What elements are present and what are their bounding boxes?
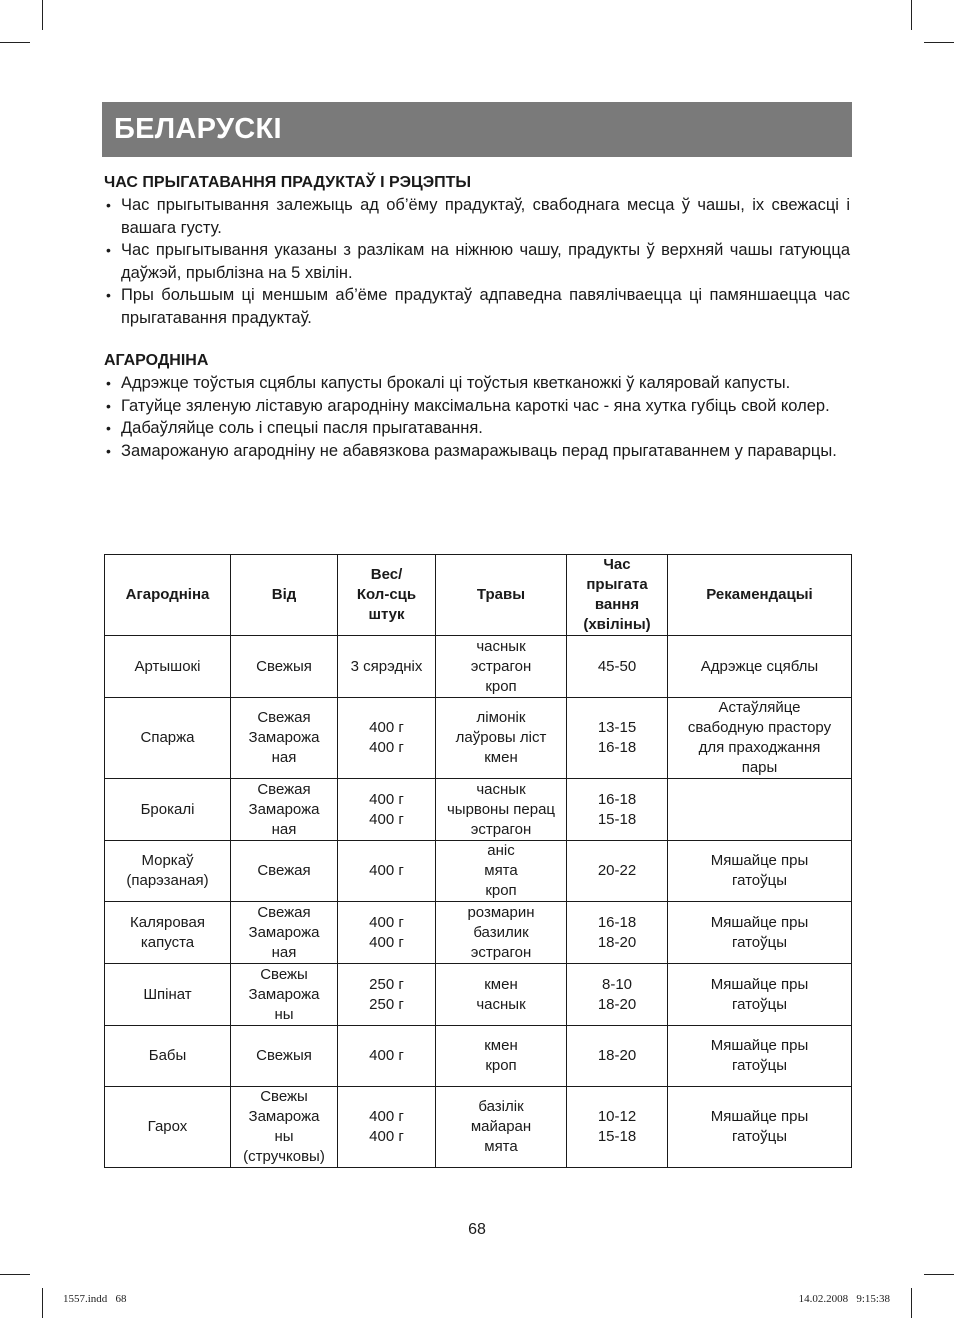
column-header: Вес/ Кол-сць штук: [338, 555, 436, 636]
crop-mark: [924, 42, 954, 43]
table-cell: Свежы Замарожа ны (стручковы): [231, 1087, 338, 1168]
table-cell: Мяшайце пры гатоўцы: [668, 902, 852, 964]
section-title: ЧАС ПРЫГАТАВАННЯ ПРАДУКТАЎ І РЭЦЭПТЫ: [104, 174, 472, 191]
table-cell: Свежая Замарожа ная: [231, 902, 338, 964]
table-cell: 400 г 400 г: [338, 902, 436, 964]
crop-mark: [0, 1274, 30, 1275]
table-cell: Мяшайце пры гатоўцы: [668, 964, 852, 1026]
column-header: Рекамендацыі: [668, 555, 852, 636]
table-cell: Свежая: [231, 841, 338, 902]
table-cell: 400 г: [338, 1026, 436, 1087]
table-cell: 8-10 18-20: [567, 964, 668, 1026]
table-cell: кмен часнык: [436, 964, 567, 1026]
list-item: • Гатуйце зяленую ліставую агародніну максімальна кароткі час - яна хутка губіць свой колер.: [104, 395, 850, 418]
table-cell: Спаржа: [105, 698, 231, 779]
print-timestamp: 14.02.2008 9:15:38: [798, 1293, 890, 1305]
bullet-icon: •: [106, 287, 111, 303]
table-cell: часнык эстрагон кроп: [436, 636, 567, 698]
table-cell: базілік майаран мята: [436, 1087, 567, 1168]
crop-mark: [924, 1274, 954, 1275]
table-cell: 18-20: [567, 1026, 668, 1087]
bullet-list: [104, 194, 850, 329]
list-item: • Адрэжце тоўстыя сцяблы капусты брокалі ці тоўстыя кветканожкі ў каляровай капусты.: [104, 372, 850, 395]
table-cell: Свежая Замарожа ная: [231, 698, 338, 779]
column-header: Агародніна: [105, 555, 231, 636]
table-cell: лімонік лаўровы ліст кмен: [436, 698, 567, 779]
table-cell: аніс мята кроп: [436, 841, 567, 902]
table-cell: Свежая Замарожа ная: [231, 779, 338, 841]
column-header: Від: [231, 555, 338, 636]
bullet-icon: •: [106, 397, 111, 414]
bullet-icon: •: [106, 375, 111, 391]
table-cell: Астаўляйце свабодную прастору для праходжання пары: [668, 698, 852, 779]
table-row: [105, 779, 852, 841]
table-cell: 13-15 16-18: [567, 698, 668, 779]
table-cell: 16-18 18-20: [567, 902, 668, 964]
table-cell: Свежыя: [231, 1026, 338, 1087]
list-item: • Пры большым ці меншым аб’ёме прадуктаў адпаведна павялічваецца ці памяншаецца час прыгатавання прадуктаў.: [106, 286, 850, 327]
language-banner: [102, 102, 852, 157]
table-cell: 400 г 400 г: [338, 1087, 436, 1168]
table-cell: [668, 779, 852, 841]
list-item: • Замарожаную агародніну не абавязкова размаражываць перад прыгатаваннем у параварцы.: [104, 440, 850, 463]
table-cell: Мяшайце пры гатоўцы: [668, 841, 852, 902]
table-cell: часнык чырвоны перац эстрагон: [436, 779, 567, 841]
table-cell: 20-22: [567, 841, 668, 902]
list-item: • Час прыгытывання залежыць ад об’ёму прадуктаў, свабоднага месца ў чашы, іх свежасці і вашага густу.: [106, 196, 850, 237]
table-cell: 16-18 15-18: [567, 779, 668, 841]
table-row: [105, 1087, 852, 1168]
table-cell: кмен кроп: [436, 1026, 567, 1087]
table-cell: Гарох: [105, 1087, 231, 1168]
table-cell: Свежы Замарожа ны: [231, 964, 338, 1026]
list-item: • Час прыгытывання указаны з разлікам на ніжнюю чашу, прадукты ў верхняй чашы гатуюцца даўжэй, прыблізна на 5 хвілін.: [106, 241, 850, 282]
table-cell: Каляровая капуста: [105, 902, 231, 964]
crop-mark: [42, 0, 43, 30]
crop-mark: [0, 42, 30, 43]
table-cell: 400 г 400 г: [338, 779, 436, 841]
bullet-icon: •: [106, 197, 111, 213]
bullet-icon: •: [106, 442, 111, 459]
page-title: БЕЛАРУСКІ: [114, 113, 282, 145]
table-cell: 3 сярэдніх: [338, 636, 436, 698]
table-cell: Шпінат: [105, 964, 231, 1026]
bullet-icon: •: [106, 242, 111, 258]
table-row: [105, 902, 852, 964]
table-cell: Адрэжце сцяблы: [668, 636, 852, 698]
crop-mark: [911, 0, 912, 30]
table-row: [105, 698, 852, 779]
table-row: [105, 1026, 852, 1087]
table-cell: 400 г: [338, 841, 436, 902]
section-cooking-time: [104, 172, 850, 329]
table-header-row: [105, 555, 852, 636]
vegetable-table: [104, 554, 852, 1168]
bullet-icon: •: [106, 420, 111, 436]
table-cell: Мяшайце пры гатоўцы: [668, 1026, 852, 1087]
table-cell: Мяшайце пры гатоўцы: [668, 1087, 852, 1168]
table-row: [105, 964, 852, 1026]
page-number: 68: [468, 1221, 486, 1238]
table-cell: Бабы: [105, 1026, 231, 1087]
file-slug: 1557.indd 68: [63, 1293, 127, 1305]
table-cell: Брокалі: [105, 779, 231, 841]
table-row: [105, 841, 852, 902]
table-cell: 10-12 15-18: [567, 1087, 668, 1168]
section-vegetables: [104, 350, 850, 462]
bullet-list: [104, 372, 850, 462]
table-row: [105, 636, 852, 698]
section-title: АГАРОДНІНА: [104, 352, 209, 369]
table-cell: 45-50: [567, 636, 668, 698]
table-cell: розмарин базилик эстрагон: [436, 902, 567, 964]
column-header: Травы: [436, 555, 567, 636]
crop-mark: [911, 1288, 912, 1318]
column-header: Час прыгата вання (хвіліны): [567, 555, 668, 636]
list-item: • Дабаўляйце соль і спецыі пасля прыгатавання.: [104, 417, 850, 440]
table-cell: 250 г 250 г: [338, 964, 436, 1026]
table-cell: Свежыя: [231, 636, 338, 698]
table-cell: Моркаў (парэзаная): [105, 841, 231, 902]
crop-mark: [42, 1288, 43, 1318]
table-cell: 400 г 400 г: [338, 698, 436, 779]
table-cell: Артышокі: [105, 636, 231, 698]
